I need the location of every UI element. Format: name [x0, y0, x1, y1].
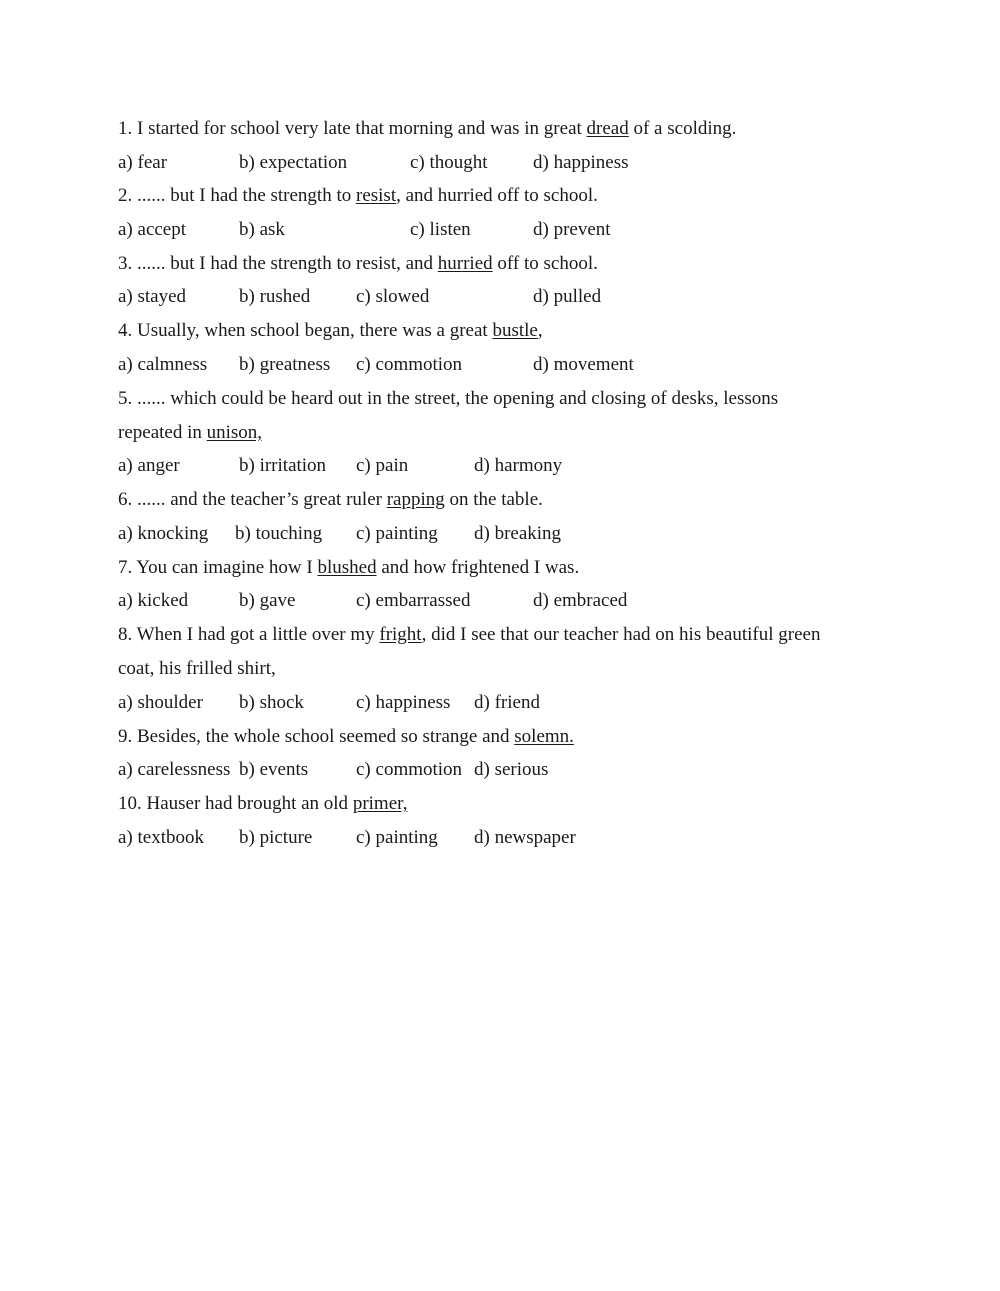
- question-8-options: [118, 692, 918, 714]
- answer-option-d[interactable]: d) breaking: [474, 523, 562, 544]
- answer-option-a[interactable]: a) textbook: [118, 827, 205, 848]
- question-7-options: [118, 590, 918, 612]
- question-4-text: [118, 320, 543, 342]
- answer-option-b[interactable]: b) picture: [239, 827, 313, 848]
- answer-option-a[interactable]: a) anger: [118, 455, 180, 476]
- answer-option-c[interactable]: c) listen: [410, 219, 471, 240]
- answer-option-b[interactable]: b) gave: [239, 590, 296, 611]
- underlined-word: fright: [379, 624, 422, 645]
- underlined-word: unison,: [206, 422, 263, 443]
- question-5-text-continued: [118, 422, 262, 444]
- answer-option-b[interactable]: b) greatness: [239, 354, 331, 375]
- answer-option-a[interactable]: a) accept: [118, 219, 187, 240]
- answer-option-b[interactable]: b) events: [239, 759, 309, 780]
- question-8-text: [118, 624, 820, 646]
- question-1-options: [118, 152, 918, 174]
- answer-option-b[interactable]: b) rushed: [239, 286, 311, 307]
- underlined-word: hurried: [437, 253, 493, 274]
- question-text-segment: on the table.: [444, 489, 543, 510]
- answer-option-b[interactable]: b) ask: [239, 219, 285, 240]
- answer-option-a[interactable]: a) calmness: [118, 354, 208, 375]
- question-9-options: [118, 759, 918, 781]
- answer-option-a[interactable]: a) carelessness: [118, 759, 231, 780]
- question-text-segment: off to school.: [492, 253, 598, 274]
- answer-option-d[interactable]: d) newspaper: [474, 827, 576, 848]
- question-8-text-continued: [118, 658, 276, 680]
- question-text-segment: , did I see that our teacher had on his beautiful green: [421, 624, 821, 645]
- question-text-segment: of a scolding.: [628, 118, 737, 139]
- answer-option-b[interactable]: b) shock: [239, 692, 304, 713]
- question-text-segment: repeated in: [118, 422, 207, 443]
- underlined-word: dread: [586, 118, 629, 139]
- question-7-text: [118, 557, 579, 579]
- question-10-options: [118, 827, 918, 849]
- answer-option-d[interactable]: d) prevent: [533, 219, 611, 240]
- answer-option-c[interactable]: c) painting: [356, 827, 438, 848]
- answer-option-d[interactable]: d) friend: [474, 692, 540, 713]
- question-text-segment: , and hurried off to school.: [396, 185, 598, 206]
- underlined-word: primer,: [352, 793, 408, 814]
- answer-option-c[interactable]: c) thought: [410, 152, 488, 173]
- question-text-segment: 8. When I had got a little over my: [118, 624, 380, 645]
- answer-option-b[interactable]: b) irritation: [239, 455, 327, 476]
- answer-option-a[interactable]: a) fear: [118, 152, 168, 173]
- underlined-word: blushed: [317, 557, 377, 578]
- question-text-segment: and how frightened I was.: [376, 557, 580, 578]
- question-text-segment: coat, his frilled shirt,: [118, 658, 276, 679]
- answer-option-c[interactable]: c) happiness: [356, 692, 451, 713]
- underlined-word: resist: [356, 185, 397, 206]
- underlined-word: bustle: [492, 320, 538, 341]
- question-text-segment: 3. ...... but I had the strength to resist, and: [118, 253, 438, 274]
- answer-option-d[interactable]: d) serious: [474, 759, 549, 780]
- underlined-word: rapping: [386, 489, 445, 510]
- question-text-segment: 2. ...... but I had the strength to: [118, 185, 356, 206]
- answer-option-b[interactable]: b) expectation: [239, 152, 348, 173]
- answer-option-d[interactable]: d) movement: [533, 354, 634, 375]
- question-text-segment: 6. ...... and the teacher’s great ruler: [118, 489, 387, 510]
- answer-option-c[interactable]: c) painting: [356, 523, 438, 544]
- question-text-segment: 10. Hauser had brought an old: [118, 793, 353, 814]
- question-5-options: [118, 455, 918, 477]
- answer-option-d[interactable]: d) pulled: [533, 286, 602, 307]
- question-1-text: [118, 118, 736, 140]
- answer-option-a[interactable]: a) kicked: [118, 590, 189, 611]
- answer-option-c[interactable]: c) commotion: [356, 354, 463, 375]
- question-6-options: [118, 523, 918, 545]
- question-5-text: [118, 388, 778, 410]
- answer-option-d[interactable]: d) embraced: [533, 590, 628, 611]
- answer-option-a[interactable]: a) knocking: [118, 523, 209, 544]
- question-3-options: [118, 286, 918, 308]
- question-6-text: [118, 489, 543, 511]
- answer-option-b[interactable]: b) touching: [235, 523, 323, 544]
- question-text-segment: 4. Usually, when school began, there was a great: [118, 320, 493, 341]
- question-text-segment: 9. Besides, the whole school seemed so strange and: [118, 726, 515, 747]
- answer-option-a[interactable]: a) shoulder: [118, 692, 203, 713]
- answer-option-c[interactable]: c) slowed: [356, 286, 430, 307]
- answer-option-c[interactable]: c) embarrassed: [356, 590, 471, 611]
- answer-option-c[interactable]: c) pain: [356, 455, 409, 476]
- question-text-segment: 5. ...... which could be heard out in the street, the opening and closing of desks, lessons: [118, 388, 779, 409]
- answer-option-c[interactable]: c) commotion: [356, 759, 463, 780]
- question-text-segment: 1. I started for school very late that morning and was in great: [118, 118, 587, 139]
- underlined-word: solemn.: [514, 726, 574, 747]
- answer-option-d[interactable]: d) harmony: [474, 455, 563, 476]
- question-2-text: [118, 185, 598, 207]
- question-3-text: [118, 253, 598, 275]
- answer-option-a[interactable]: a) stayed: [118, 286, 187, 307]
- question-2-options: [118, 219, 918, 241]
- question-text-segment: 7. You can imagine how I: [118, 557, 318, 578]
- question-10-text: [118, 793, 407, 815]
- question-9-text: [118, 726, 574, 748]
- answer-option-d[interactable]: d) happiness: [533, 152, 629, 173]
- question-4-options: [118, 354, 918, 376]
- question-text-segment: ,: [537, 320, 543, 341]
